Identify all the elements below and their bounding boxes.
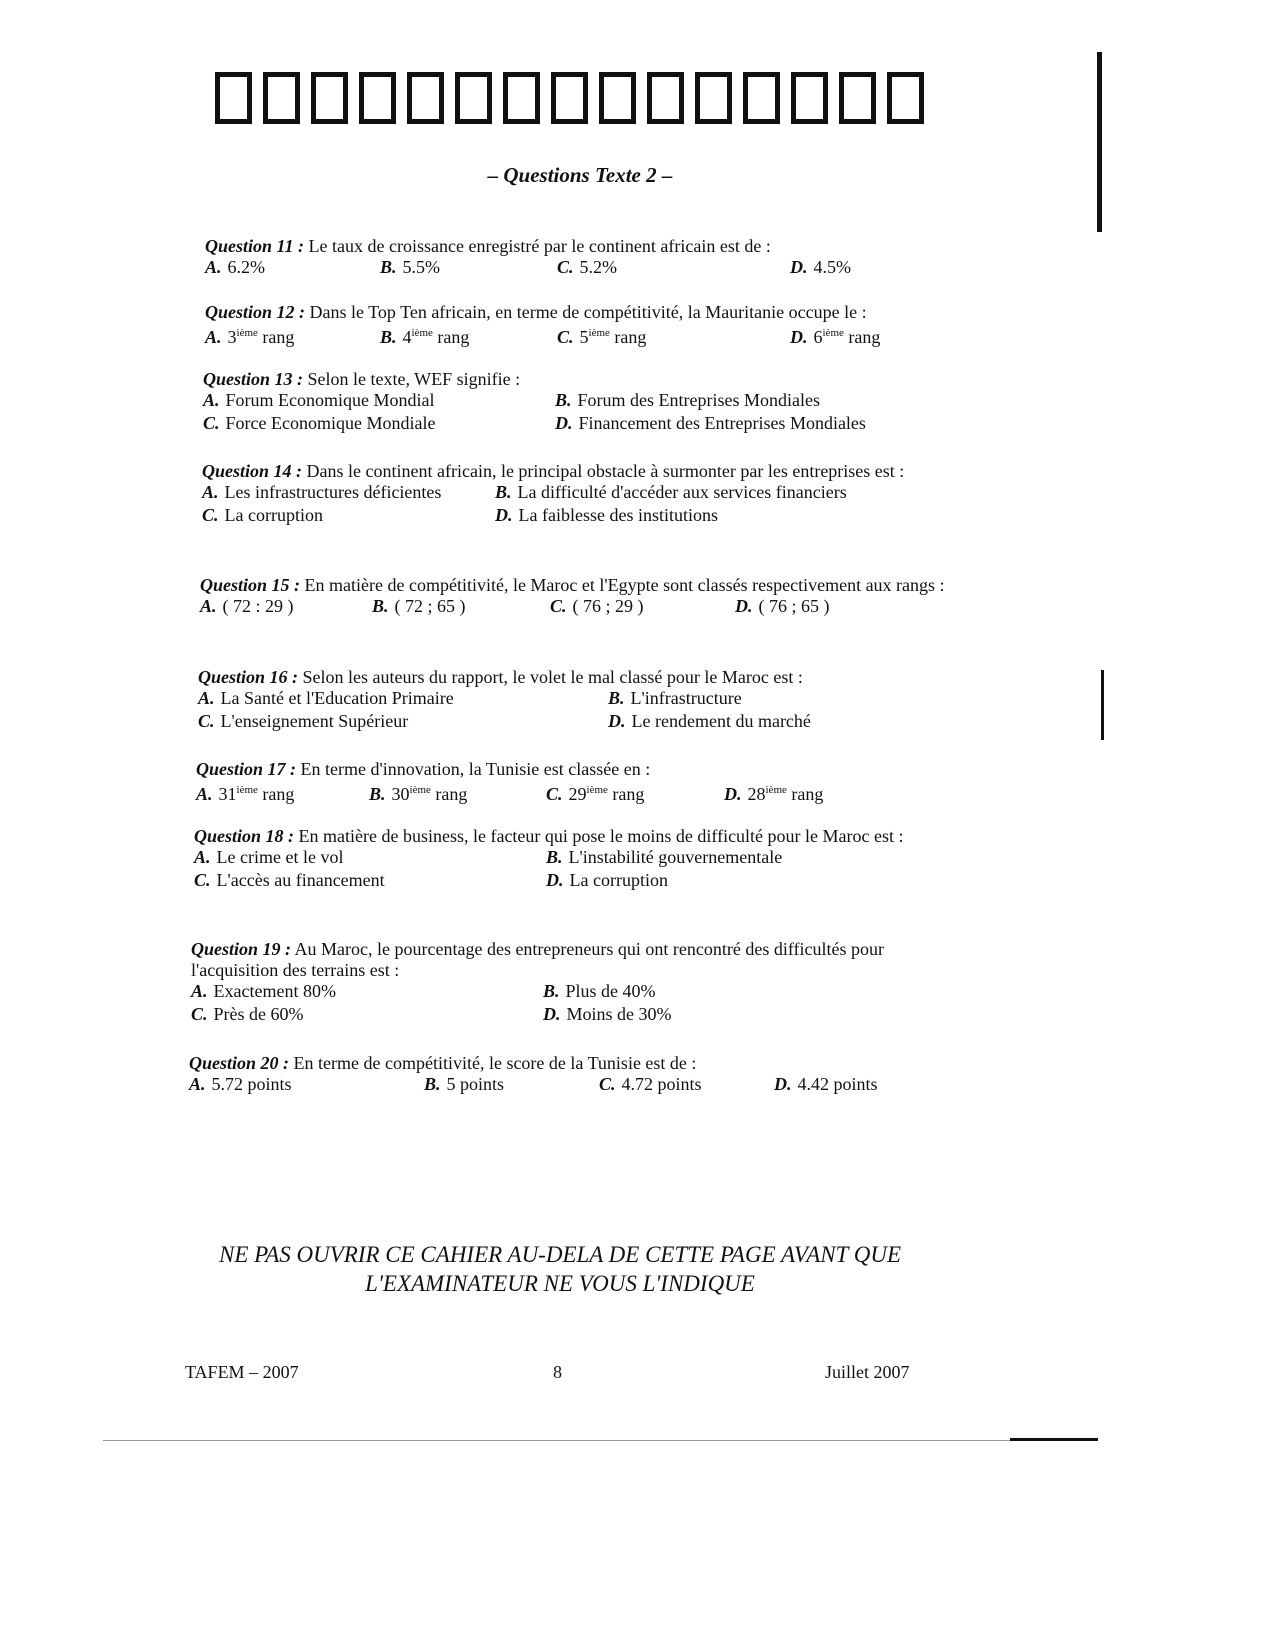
- question-11: [205, 236, 950, 280]
- id-box[interactable]: [455, 72, 492, 124]
- option-letter: A.: [205, 327, 222, 347]
- options-row: [200, 596, 950, 619]
- answer-option-d[interactable]: [790, 257, 851, 278]
- option-text: 5.72 points: [211, 1074, 292, 1094]
- option-letter: C.: [198, 711, 215, 731]
- id-box[interactable]: [791, 72, 828, 124]
- footer-divider: [103, 1440, 1098, 1441]
- question-stem: [196, 759, 941, 780]
- option-letter: D.: [608, 711, 626, 731]
- option-suffix: rang: [432, 327, 470, 347]
- option-text: Financement des Entreprises Mondiales: [578, 413, 866, 433]
- option-text: Près de 60%: [213, 1004, 304, 1024]
- option-letter: C.: [191, 1004, 208, 1024]
- option-suffix: rang: [607, 784, 645, 804]
- options-row: [202, 505, 952, 528]
- answer-option-a[interactable]: [189, 1074, 292, 1095]
- option-text: Forum des Entreprises Mondiales: [577, 390, 820, 410]
- option-letter: D.: [495, 505, 513, 525]
- option-superscript: ième: [765, 784, 787, 796]
- question-label: Question 17 :: [196, 759, 297, 779]
- answer-option-a[interactable]: [203, 390, 435, 411]
- question-label: Question 13 :: [203, 369, 304, 389]
- answer-option-b[interactable]: [495, 482, 847, 503]
- option-text: La faiblesse des institutions: [518, 505, 718, 525]
- option-text: Le crime et le vol: [216, 847, 344, 867]
- answer-option-b[interactable]: [608, 688, 742, 709]
- option-letter: D.: [735, 596, 753, 616]
- answer-option-c[interactable]: [557, 257, 617, 278]
- option-text: Plus de 40%: [565, 981, 656, 1001]
- option-text: ( 72 ; 65 ): [394, 596, 466, 616]
- option-text: Forum Economique Mondial: [225, 390, 435, 410]
- option-letter: A.: [200, 596, 217, 616]
- id-box[interactable]: [647, 72, 684, 124]
- options-row: [198, 711, 943, 734]
- question-label: Question 14 :: [202, 461, 303, 481]
- option-text: 28: [747, 784, 766, 804]
- question-stem: [202, 461, 952, 482]
- option-letter: C.: [557, 327, 574, 347]
- option-text: Les infrastructures déficientes: [224, 482, 442, 502]
- question-stem: [189, 1053, 934, 1074]
- option-letter: D.: [555, 413, 573, 433]
- option-text: 3: [227, 327, 237, 347]
- option-text: La Santé et l'Education Primaire: [220, 688, 454, 708]
- options-row: [194, 847, 946, 870]
- id-box[interactable]: [599, 72, 636, 124]
- answer-option-b[interactable]: [546, 847, 782, 868]
- answer-option-d[interactable]: [546, 870, 668, 891]
- option-suffix: rang: [843, 327, 881, 347]
- option-text: 4.42 points: [797, 1074, 878, 1094]
- option-text: La corruption: [224, 505, 323, 525]
- option-suffix: rang: [430, 784, 468, 804]
- question-12: [205, 302, 950, 346]
- option-letter: B.: [380, 257, 397, 277]
- option-text: 30: [391, 784, 410, 804]
- answer-option-d[interactable]: [790, 323, 880, 348]
- question-18: [194, 826, 946, 893]
- candidate-id-boxes: [215, 72, 924, 124]
- option-letter: A.: [191, 981, 208, 1001]
- answer-option-a[interactable]: [191, 981, 336, 1002]
- option-superscript: ième: [236, 327, 258, 339]
- option-letter: A.: [189, 1074, 206, 1094]
- answer-option-c[interactable]: [203, 413, 435, 434]
- scan-edge-mark: [1097, 52, 1102, 232]
- option-letter: B.: [372, 596, 389, 616]
- option-suffix: rang: [786, 784, 824, 804]
- section-title: – Questions Texte 2 –: [487, 163, 673, 187]
- warning-line: L'EXAMINATEUR NE VOUS L'INDIQUE: [365, 1271, 755, 1296]
- question-text: Selon les auteurs du rapport, le volet le mal classé pour le Maroc est :: [302, 667, 803, 687]
- answer-option-a[interactable]: [200, 596, 294, 617]
- option-letter: A.: [194, 847, 211, 867]
- option-letter: C.: [203, 413, 220, 433]
- option-text: 4.72 points: [621, 1074, 702, 1094]
- answer-option-b[interactable]: [372, 596, 466, 617]
- option-superscript: ième: [588, 327, 610, 339]
- option-letter: C.: [550, 596, 567, 616]
- answer-option-d[interactable]: [774, 1074, 878, 1095]
- option-letter: D.: [724, 784, 742, 804]
- option-letter: A.: [203, 390, 220, 410]
- option-letter: B.: [495, 482, 512, 502]
- answer-option-d[interactable]: [555, 413, 866, 434]
- option-superscript: ième: [411, 327, 433, 339]
- question-text: En matière de business, le facteur qui pose le moins de difficulté pour le Maroc est :: [298, 826, 904, 846]
- answer-option-c[interactable]: [557, 323, 646, 348]
- answer-option-a[interactable]: [196, 780, 294, 805]
- page-number: 8: [553, 1362, 562, 1382]
- question-stem: [191, 939, 943, 981]
- option-text: Moins de 30%: [566, 1004, 672, 1024]
- question-text: Au Maroc, le pourcentage des entrepreneurs qui ont rencontré des difficultés pour l'acquisition des terrains est :: [191, 939, 884, 980]
- question-stem: [205, 302, 950, 323]
- id-box[interactable]: [407, 72, 444, 124]
- answer-option-a[interactable]: [205, 323, 294, 348]
- question-stem: [203, 369, 948, 390]
- question-16: [198, 667, 943, 734]
- scan-edge-mark: [1101, 670, 1104, 740]
- answer-option-c[interactable]: [550, 596, 644, 617]
- question-label: Question 20 :: [189, 1053, 290, 1073]
- answer-option-b[interactable]: [380, 323, 469, 348]
- question-text: En terme d'innovation, la Tunisie est classée en :: [300, 759, 651, 779]
- option-text: La difficulté d'accéder aux services financiers: [517, 482, 847, 502]
- option-letter: D.: [546, 870, 564, 890]
- option-letter: A.: [198, 688, 215, 708]
- answer-option-c[interactable]: [198, 711, 408, 732]
- id-box[interactable]: [551, 72, 588, 124]
- options-row: [191, 1004, 943, 1027]
- id-box[interactable]: [311, 72, 348, 124]
- option-text: L'instabilité gouvernementale: [568, 847, 783, 867]
- answer-option-a[interactable]: [205, 257, 265, 278]
- option-text: 31: [218, 784, 237, 804]
- question-13: [203, 369, 948, 436]
- option-superscript: ième: [586, 784, 608, 796]
- question-label: Question 12 :: [205, 302, 306, 322]
- answer-option-c[interactable]: [599, 1074, 702, 1095]
- options-row: [189, 1074, 934, 1097]
- option-letter: D.: [774, 1074, 792, 1094]
- option-text: Le rendement du marché: [631, 711, 811, 731]
- option-superscript: ième: [822, 327, 844, 339]
- option-letter: C.: [194, 870, 211, 890]
- answer-option-c[interactable]: [191, 1004, 304, 1025]
- option-letter: C.: [202, 505, 219, 525]
- option-text: 5 points: [446, 1074, 505, 1094]
- option-text: ( 76 ; 65 ): [758, 596, 830, 616]
- answer-option-c[interactable]: [194, 870, 385, 891]
- answer-option-d[interactable]: [735, 596, 830, 617]
- options-row: [203, 390, 948, 413]
- option-text: 6: [813, 327, 823, 347]
- option-text: L'enseignement Supérieur: [220, 711, 409, 731]
- footer-exam: TAFEM – 2007: [185, 1362, 299, 1382]
- option-superscript: ième: [409, 784, 431, 796]
- options-row: [203, 413, 948, 436]
- footer-divider: [1010, 1438, 1098, 1441]
- options-row: [205, 257, 950, 280]
- question-text: En matière de compétitivité, le Maroc et l'Egypte sont classés respectivement aux rangs :: [304, 575, 945, 595]
- answer-option-d[interactable]: [724, 780, 823, 805]
- option-text: 4: [402, 327, 412, 347]
- question-label: Question 18 :: [194, 826, 295, 846]
- option-text: Exactement 80%: [213, 981, 336, 1001]
- option-superscript: ième: [236, 784, 258, 796]
- option-letter: C.: [546, 784, 563, 804]
- option-text: ( 72 : 29 ): [222, 596, 294, 616]
- option-letter: B.: [546, 847, 563, 867]
- option-text: 5.5%: [402, 257, 441, 277]
- option-suffix: rang: [609, 327, 647, 347]
- options-row: [194, 870, 946, 893]
- option-letter: B.: [424, 1074, 441, 1094]
- option-letter: B.: [543, 981, 560, 1001]
- answer-option-b[interactable]: [424, 1074, 504, 1095]
- option-letter: B.: [380, 327, 397, 347]
- option-letter: D.: [790, 257, 808, 277]
- option-letter: A.: [202, 482, 219, 502]
- id-box[interactable]: [215, 72, 252, 124]
- question-19: [191, 939, 943, 1027]
- id-box[interactable]: [359, 72, 396, 124]
- question-stem: [200, 575, 950, 596]
- answer-option-b[interactable]: [543, 981, 656, 1002]
- question-text: Dans le Top Ten africain, en terme de compétitivité, la Mauritanie occupe le :: [309, 302, 867, 322]
- answer-option-b[interactable]: [380, 257, 440, 278]
- answer-option-a[interactable]: [198, 688, 454, 709]
- answer-option-b[interactable]: [555, 390, 820, 411]
- option-letter: D.: [790, 327, 808, 347]
- question-stem: [198, 667, 943, 688]
- id-box[interactable]: [695, 72, 732, 124]
- question-15: [200, 575, 950, 619]
- question-text: Dans le continent africain, le principal obstacle à surmonter par les entreprises est :: [306, 461, 905, 481]
- option-letter: B.: [555, 390, 572, 410]
- option-letter: B.: [369, 784, 386, 804]
- answer-option-d[interactable]: [608, 711, 811, 732]
- answer-option-a[interactable]: [194, 847, 343, 868]
- options-row: [196, 780, 941, 803]
- option-letter: B.: [608, 688, 625, 708]
- question-14: [202, 461, 952, 528]
- question-stem: [194, 826, 946, 847]
- options-row: [205, 323, 950, 346]
- option-text: 5: [579, 327, 589, 347]
- question-text: En terme de compétitivité, le score de la Tunisie est de :: [293, 1053, 697, 1073]
- id-box[interactable]: [503, 72, 540, 124]
- options-row: [202, 482, 952, 505]
- option-text: L'infrastructure: [630, 688, 742, 708]
- option-text: 5.2%: [579, 257, 618, 277]
- question-label: Question 15 :: [200, 575, 301, 595]
- option-text: La corruption: [569, 870, 668, 890]
- option-text: 29: [568, 784, 587, 804]
- answer-option-c[interactable]: [202, 505, 323, 526]
- option-suffix: rang: [257, 327, 295, 347]
- question-17: [196, 759, 941, 803]
- answer-option-c[interactable]: [546, 780, 644, 805]
- option-letter: C.: [557, 257, 574, 277]
- question-stem: [205, 236, 950, 257]
- question-text: Le taux de croissance enregistré par le continent africain est de :: [308, 236, 771, 256]
- question-label: Question 19 :: [191, 939, 292, 959]
- option-letter: A.: [205, 257, 222, 277]
- answer-option-d[interactable]: [543, 1004, 672, 1025]
- option-suffix: rang: [257, 784, 295, 804]
- option-text: L'accès au financement: [216, 870, 385, 890]
- question-text: Selon le texte, WEF signifie :: [307, 369, 521, 389]
- id-box[interactable]: [887, 72, 924, 124]
- option-text: Force Economique Mondiale: [225, 413, 436, 433]
- options-row: [191, 981, 943, 1004]
- question-label: Question 11 :: [205, 236, 305, 256]
- footer-date: Juillet 2007: [825, 1362, 910, 1382]
- warning-line: NE PAS OUVRIR CE CAHIER AU-DELA DE CETTE PAGE AVANT QUE: [218, 1242, 902, 1267]
- options-row: [198, 688, 943, 711]
- option-letter: C.: [599, 1074, 616, 1094]
- question-label: Question 16 :: [198, 667, 299, 687]
- answer-option-b[interactable]: [369, 780, 467, 805]
- option-letter: A.: [196, 784, 213, 804]
- option-text: 4.5%: [813, 257, 851, 277]
- option-letter: D.: [543, 1004, 561, 1024]
- id-box[interactable]: [743, 72, 780, 124]
- answer-option-d[interactable]: [495, 505, 718, 526]
- option-text: 6.2%: [227, 257, 266, 277]
- question-20: [189, 1053, 934, 1097]
- id-box[interactable]: [839, 72, 876, 124]
- id-box[interactable]: [263, 72, 300, 124]
- option-text: ( 76 ; 29 ): [572, 596, 644, 616]
- answer-option-a[interactable]: [202, 482, 441, 503]
- warning-notice: [0, 1240, 1120, 1298]
